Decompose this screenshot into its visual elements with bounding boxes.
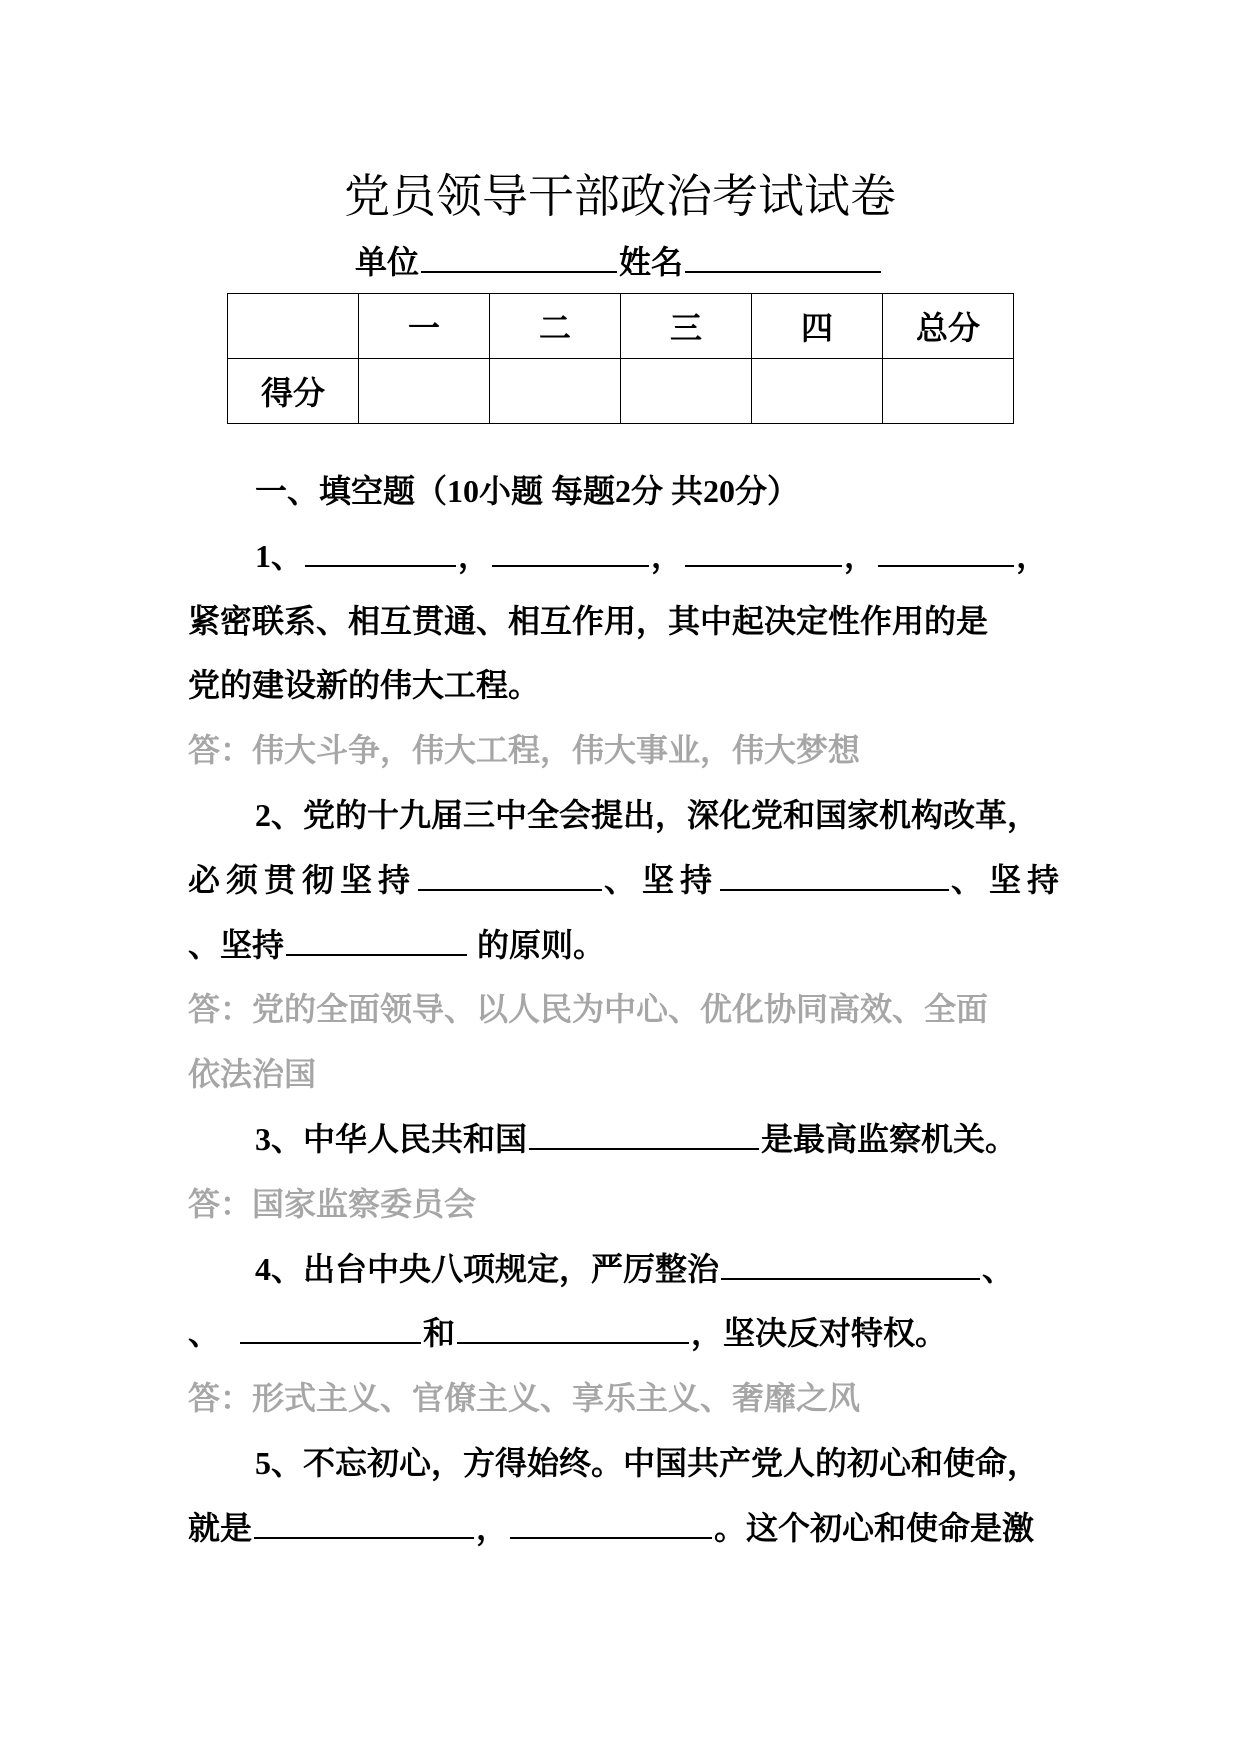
q4-text: 、 bbox=[982, 1250, 1015, 1287]
header-cell bbox=[228, 294, 359, 359]
score-cell[interactable] bbox=[883, 359, 1014, 424]
q4-answer: 答：形式主义、官僚主义、享乐主义、奢靡之风 bbox=[188, 1380, 861, 1417]
comma: ， bbox=[1016, 537, 1049, 574]
q1-blank-2[interactable] bbox=[492, 535, 649, 567]
score-cell[interactable] bbox=[490, 359, 621, 424]
q5-line2 bbox=[188, 1496, 1068, 1561]
score-row bbox=[228, 359, 1014, 424]
q1-number: 1、 bbox=[255, 537, 304, 574]
comma: ， bbox=[458, 537, 491, 574]
q1-blank-4[interactable] bbox=[878, 535, 1014, 567]
q2-answer-line2: 依法治国 bbox=[188, 1056, 317, 1093]
score-cell[interactable] bbox=[621, 359, 752, 424]
q2-text: 的原则。 bbox=[469, 926, 606, 963]
section-fill-in-blank bbox=[188, 459, 1068, 1561]
q1-line2: 紧密联系、相互贯通、相互作用，其中起决定性作用的是 bbox=[188, 602, 989, 639]
score-row-label: 得分 bbox=[228, 359, 359, 424]
q4-blank-2[interactable] bbox=[240, 1312, 421, 1344]
q2-blank-3[interactable] bbox=[286, 924, 467, 956]
q2-answer-line1: 答：党的全面领导、以人民为中心、优化协同高效、全面 bbox=[188, 991, 989, 1028]
q5-text: 就是 bbox=[188, 1509, 253, 1546]
q5-blank-1[interactable] bbox=[254, 1507, 474, 1539]
q2-text: 、坚持 bbox=[951, 861, 1066, 898]
header-cell: 三 bbox=[621, 294, 752, 359]
q2-text: 、坚持 bbox=[188, 926, 285, 963]
q2-text: 必须贯彻坚持 bbox=[188, 861, 417, 898]
q4-text: ，坚决反对特权。 bbox=[691, 1315, 948, 1352]
q5-line1: 5、不忘初心，方得始终。中国共产党人的初心和使命， bbox=[255, 1444, 1040, 1481]
q2-blank-1[interactable] bbox=[418, 859, 602, 891]
q1-line1 bbox=[188, 524, 1068, 589]
score-table bbox=[227, 293, 1014, 424]
q5-text: ， bbox=[476, 1509, 509, 1546]
header-cell: 二 bbox=[490, 294, 621, 359]
info-line bbox=[355, 240, 883, 284]
header-cell: 一 bbox=[359, 294, 490, 359]
q4-text: 和 bbox=[423, 1315, 456, 1352]
q3-blank[interactable] bbox=[529, 1118, 759, 1150]
header-cell: 总分 bbox=[883, 294, 1014, 359]
q5-text: 。这个初心和使命是激 bbox=[714, 1509, 1035, 1546]
q1-line3: 党的建设新的伟大工程。 bbox=[188, 667, 541, 704]
q2-blank-2[interactable] bbox=[720, 859, 949, 891]
q4-text: 4、出台中央八项规定，严厉整治 bbox=[255, 1250, 720, 1287]
q4-blank-1[interactable] bbox=[721, 1248, 980, 1280]
name-blank[interactable] bbox=[685, 241, 881, 273]
q3-text: 是最高监察机关。 bbox=[761, 1120, 1018, 1157]
q2-line1: 2、党的十九届三中全会提出，深化党和国家机构改革， bbox=[255, 796, 1040, 833]
unit-blank[interactable] bbox=[421, 241, 617, 273]
q3-text: 3、中华人民共和国 bbox=[255, 1120, 528, 1157]
name-label: 姓名 bbox=[619, 244, 684, 280]
score-cell[interactable] bbox=[752, 359, 883, 424]
q4-text: 、 bbox=[188, 1315, 221, 1352]
q2-line3 bbox=[188, 913, 1068, 978]
q3-line1 bbox=[188, 1107, 1068, 1172]
q1-answer: 答：伟大斗争，伟大工程，伟大事业，伟大梦想 bbox=[188, 732, 861, 769]
q4-line2 bbox=[188, 1301, 1068, 1366]
comma: ， bbox=[651, 537, 684, 574]
q2-line2 bbox=[188, 848, 1068, 913]
comma: ， bbox=[844, 537, 877, 574]
q1-blank-3[interactable] bbox=[685, 535, 842, 567]
q4-blank-3[interactable] bbox=[457, 1312, 689, 1344]
q3-answer: 答：国家监察委员会 bbox=[188, 1185, 477, 1222]
q4-line1 bbox=[188, 1237, 1068, 1302]
q5-blank-2[interactable] bbox=[510, 1507, 712, 1539]
q1-blank-1[interactable] bbox=[305, 535, 456, 567]
section-heading: 一、填空题（10小题 每题2分 共20分） bbox=[255, 473, 800, 509]
score-header-row bbox=[228, 294, 1014, 359]
score-cell[interactable] bbox=[359, 359, 490, 424]
header-cell: 四 bbox=[752, 294, 883, 359]
q2-text: 、坚持 bbox=[604, 861, 719, 898]
unit-label: 单位 bbox=[355, 244, 420, 280]
page-title: 党员领导干部政治考试试卷 bbox=[344, 169, 896, 223]
